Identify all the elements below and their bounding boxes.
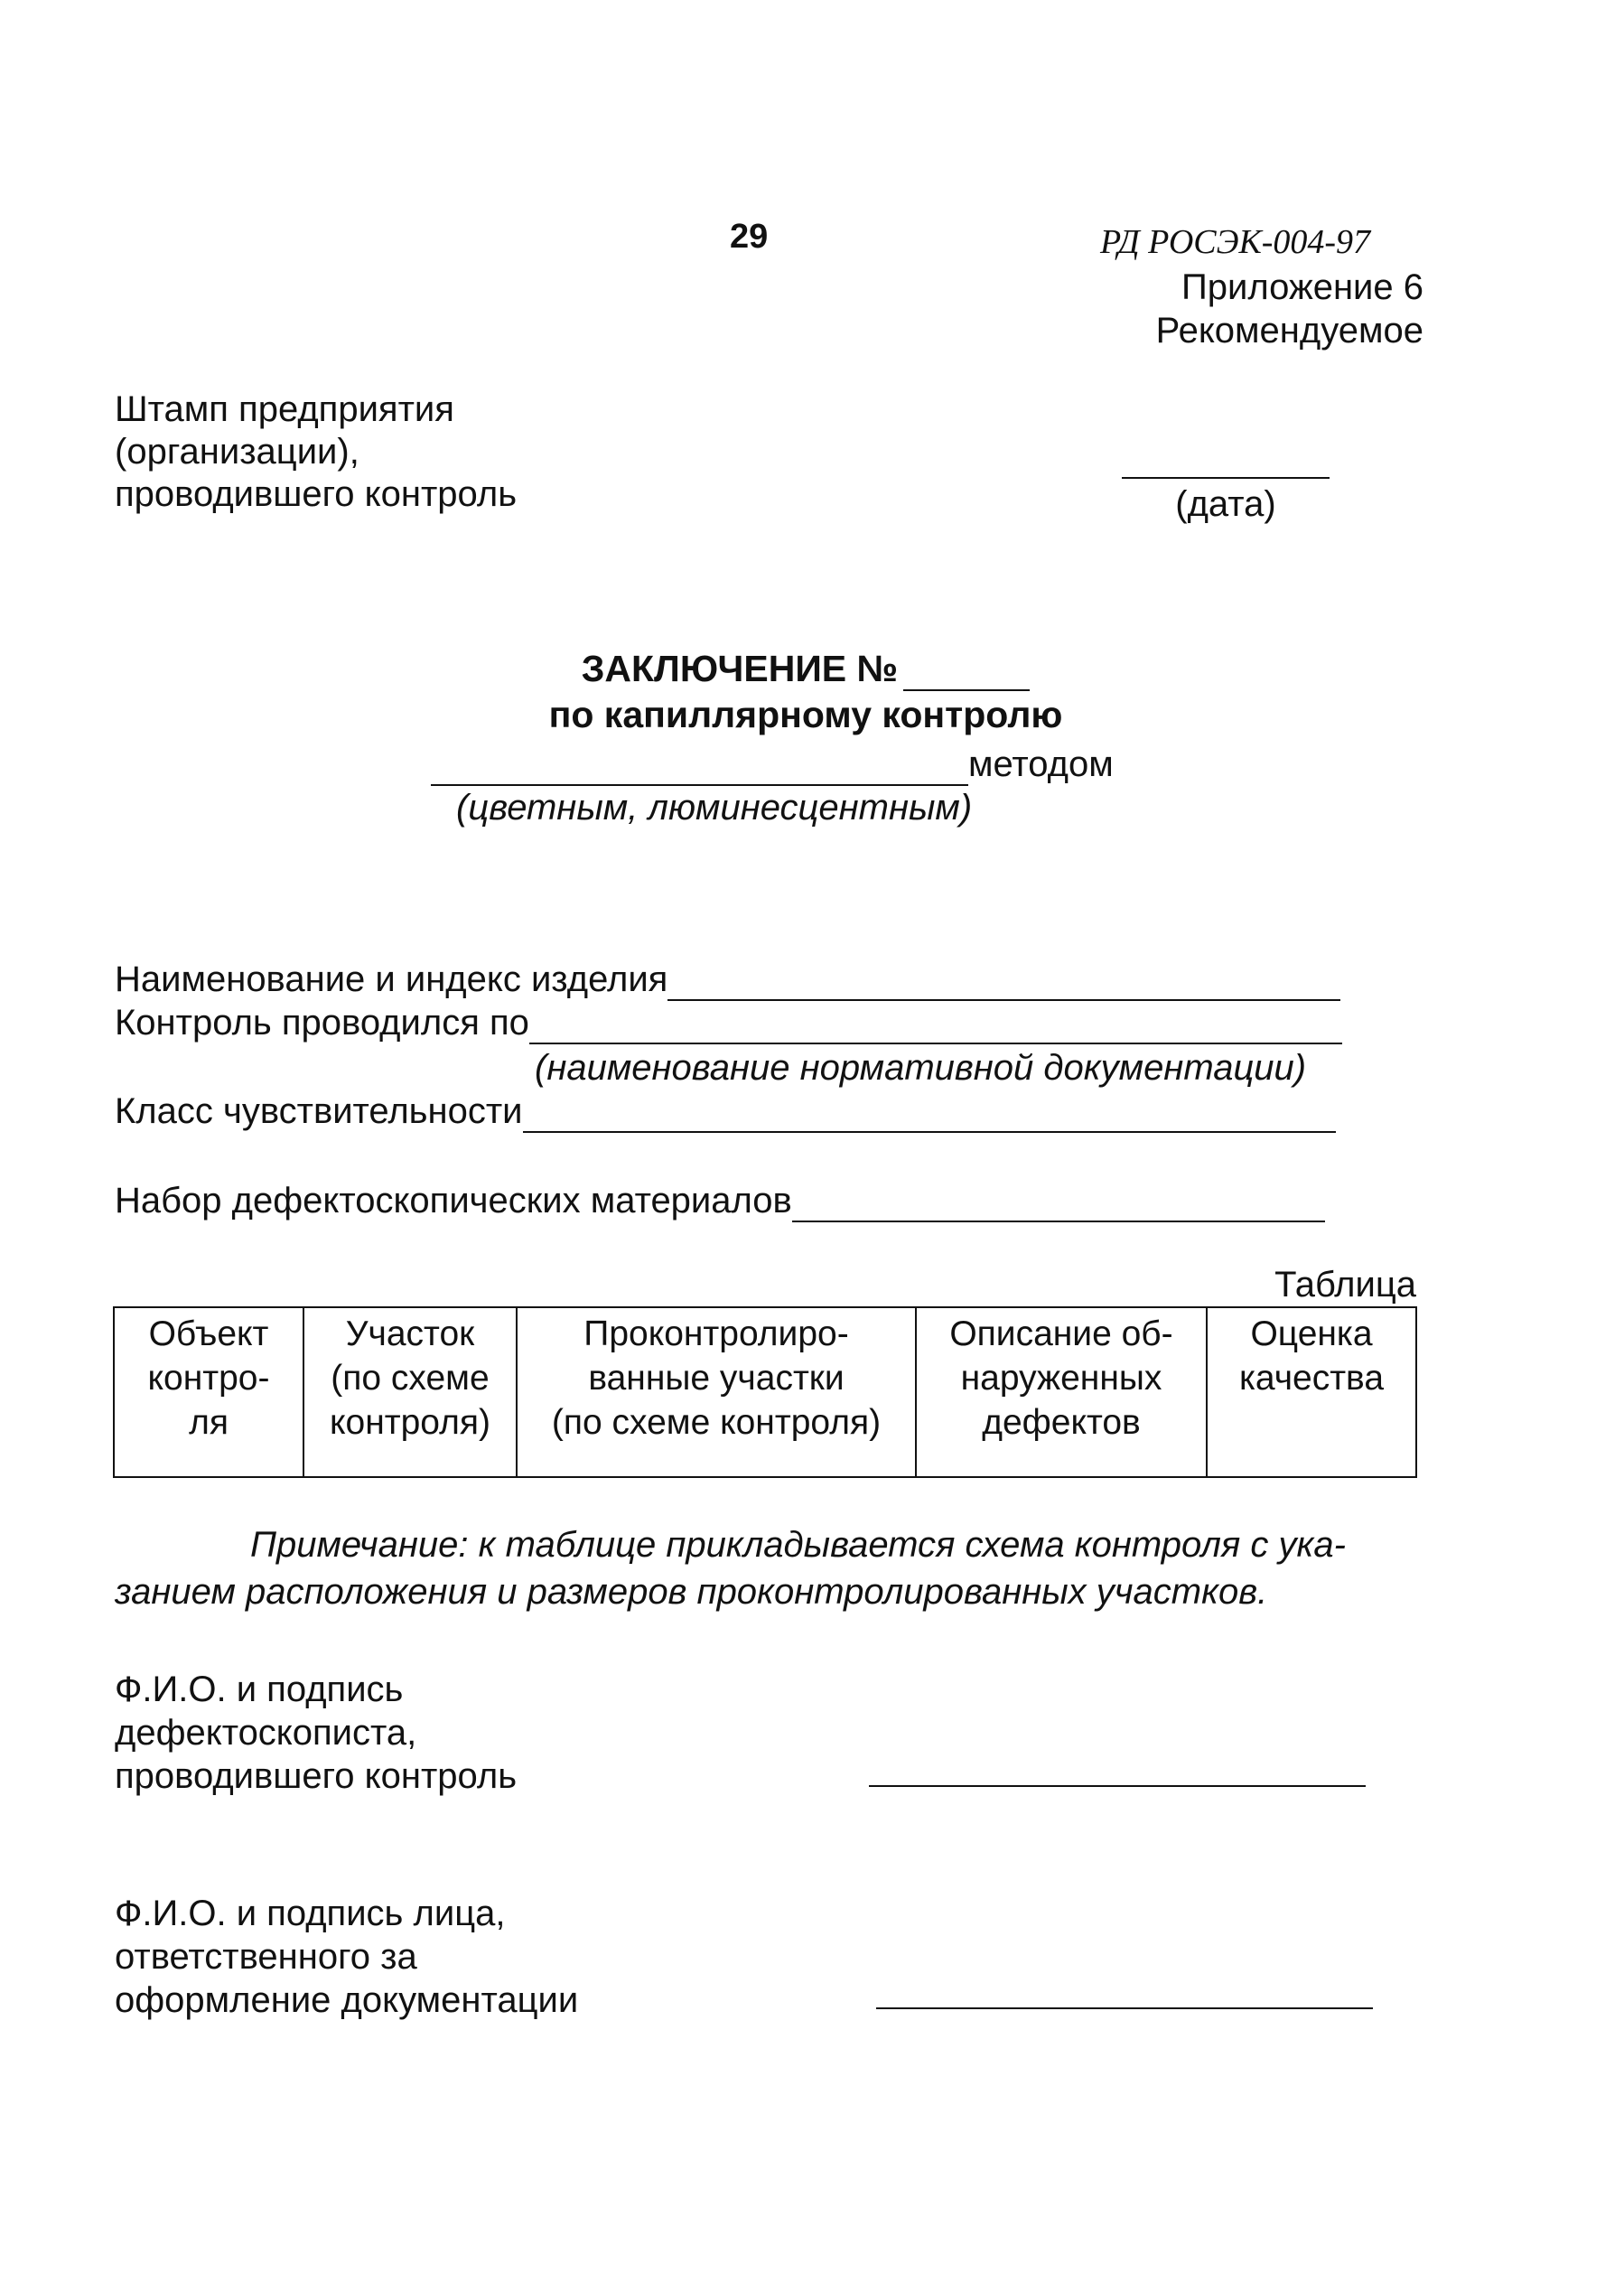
date-field[interactable] xyxy=(1122,450,1330,479)
control-by-hint: (наименование нормативной документации) xyxy=(535,1048,1307,1088)
control-by-field[interactable] xyxy=(529,1008,1342,1044)
header-line: (по схеме xyxy=(331,1359,490,1398)
recommended-label: Рекомендуемое xyxy=(1155,311,1423,351)
results-table xyxy=(113,1306,1417,1478)
header-line: контро- xyxy=(147,1359,270,1398)
product-row xyxy=(115,958,1340,1001)
page-number: 29 xyxy=(730,218,769,256)
signature-label-line: проводившего контроль xyxy=(115,1756,518,1796)
inspector-signature-field[interactable] xyxy=(869,1785,1366,1787)
stamp-line: Штамп предприятия xyxy=(115,389,454,429)
note-line: занием расположения и размеров проконтролированных участков. xyxy=(115,1572,1268,1612)
product-label: Наименование и индекс изделия xyxy=(115,959,668,999)
header-line: дефектов xyxy=(982,1403,1141,1442)
header-line: качества xyxy=(1238,1359,1385,1398)
header-line: ванные участки xyxy=(588,1359,845,1398)
header-line: Участок xyxy=(345,1314,475,1353)
conclusion-title xyxy=(0,647,1624,737)
table-header-cell xyxy=(1207,1307,1416,1477)
table-header-cell xyxy=(916,1307,1207,1477)
signature-label-line: ответственного за xyxy=(115,1937,417,1977)
materials-field[interactable] xyxy=(792,1186,1325,1222)
header-line: Оценка xyxy=(1250,1314,1373,1353)
table-row xyxy=(114,1307,1416,1477)
header-line: ля xyxy=(189,1403,229,1442)
sensitivity-row xyxy=(115,1090,1336,1133)
document-code: РД РОСЭК-004-97 xyxy=(1100,223,1371,261)
stamp-line: проводившего контроль xyxy=(115,474,518,514)
method-row xyxy=(431,743,1114,786)
table-header-cell xyxy=(517,1307,916,1477)
conclusion-number-field[interactable] xyxy=(903,657,1030,691)
date-label: (дата) xyxy=(1175,484,1276,524)
title-text: ЗАКЛЮЧЕНИЕ № xyxy=(581,648,899,689)
method-suffix: методом xyxy=(968,744,1114,784)
materials-label: Набор дефектоскопических материалов xyxy=(115,1181,792,1221)
table-caption: Таблица xyxy=(1274,1265,1416,1305)
table-header-cell xyxy=(303,1307,517,1477)
control-by-row xyxy=(115,1001,1342,1044)
appendix-label: Приложение 6 xyxy=(1181,267,1423,307)
note-line: Примечание: к таблице прикладывается схема контроля с ука- xyxy=(250,1525,1346,1565)
title-line-2: по капиллярному контролю xyxy=(548,694,1063,736)
control-by-label: Контроль проводился по xyxy=(115,1003,529,1043)
stamp-block xyxy=(115,388,517,516)
header-line: Объект xyxy=(148,1314,269,1353)
header-line: наруженных xyxy=(960,1359,1162,1398)
date-block xyxy=(1122,450,1330,526)
inspector-signature-label xyxy=(115,1668,517,1798)
product-field[interactable] xyxy=(667,965,1340,1001)
header-line: контроля) xyxy=(330,1403,490,1442)
signature-label-line: оформление документации xyxy=(115,1980,579,2020)
header-line: (по схеме контроля) xyxy=(551,1403,882,1442)
sensitivity-label: Класс чувствительности xyxy=(115,1091,523,1131)
signature-label-line: дефектоскописта, xyxy=(115,1713,417,1753)
signature-label-line: Ф.И.О. и подпись лица, xyxy=(115,1894,506,1933)
method-field[interactable] xyxy=(431,748,968,786)
responsible-signature-field[interactable] xyxy=(876,2007,1373,2009)
sensitivity-field[interactable] xyxy=(523,1097,1336,1133)
signature-label-line: Ф.И.О. и подпись xyxy=(115,1670,404,1709)
table-header-cell xyxy=(114,1307,303,1477)
materials-row xyxy=(115,1179,1325,1222)
header-line: Проконтролиро- xyxy=(583,1314,849,1353)
responsible-signature-label xyxy=(115,1892,578,2022)
stamp-line: (организации), xyxy=(115,432,359,472)
method-hint: (цветным, люминесцентным) xyxy=(456,788,973,828)
title-line-1 xyxy=(0,647,1624,691)
header-line: Описание об- xyxy=(949,1314,1173,1353)
table-note xyxy=(115,1521,1415,1615)
